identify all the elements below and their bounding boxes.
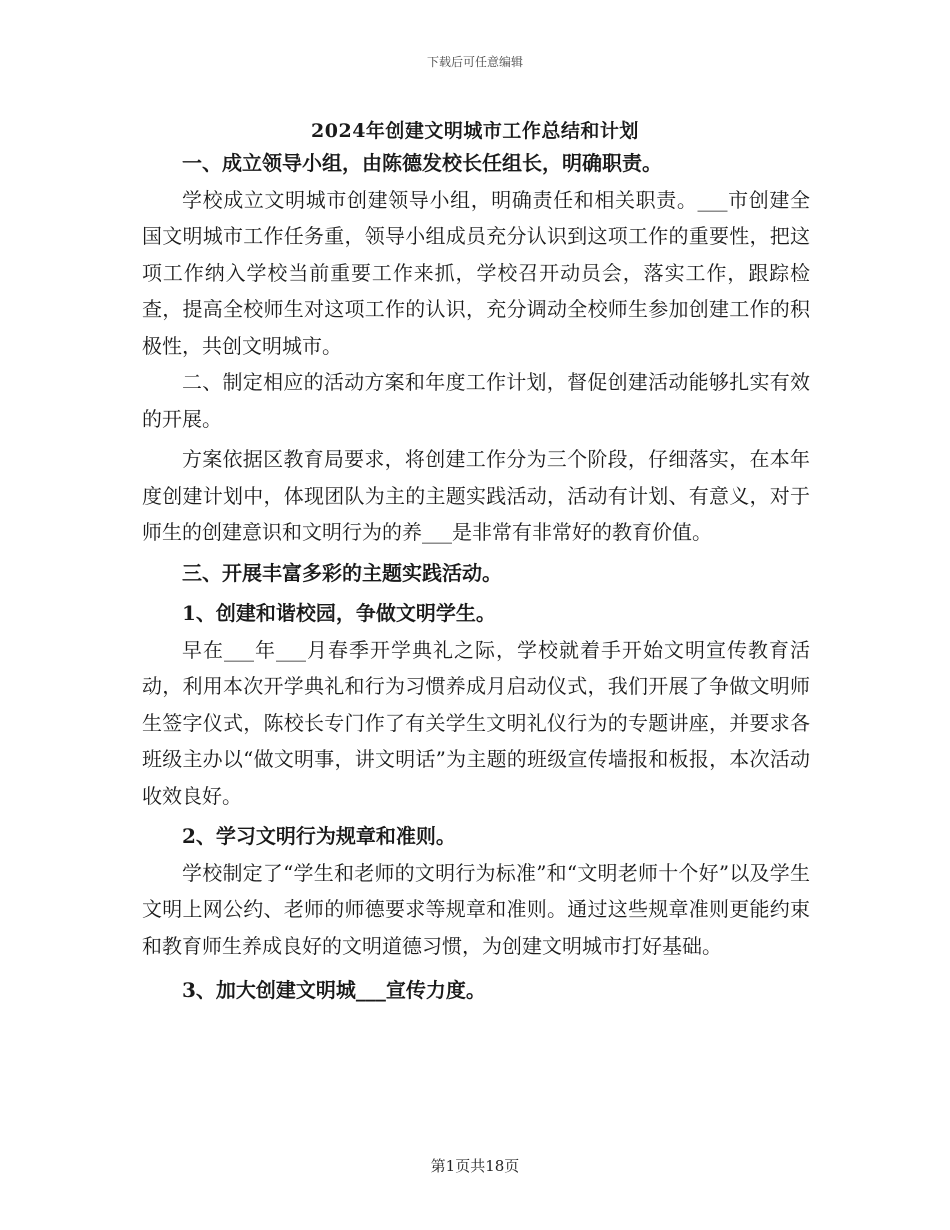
paragraph-3: 方案依据区教育局要求，将创建工作分为三个阶段，仔细落实，在本年度创建计划中，体现团队为主的主题实践活动，活动有计划、有意义，对于师生的创建意识和文明行为的养___是非常有非常好的教育价值。 <box>142 447 810 544</box>
document-body <box>142 145 810 1009</box>
paragraph-5: 学校制定了“学生和老师的文明行为标准”和“文明老师十个好”以及学生文明上网公约、老师的师德要求等规章和准则。通过这些规章准则更能约束和教育师生养成良好的文明道德习惯，为创建文明城市打好基础。 <box>142 860 810 958</box>
section-heading-1: 一、成立领导小组，由陈德发校长任组长，明确职责。 <box>182 151 662 175</box>
header-note: 下载后可任意编辑 <box>426 55 523 69</box>
paragraph-2: 二、制定相应的活动方案和年度工作计划，督促创建活动能够扎实有效的开展。 <box>142 370 810 431</box>
paragraph-1: 学校成立文明城市创建领导小组，明确责任和相关职责。___市创建全国文明城市工作任务重，领导小组成员充分认识到这项工作的重要性，把这项工作纳入学校当前重要工作来抓，学校召开动员会，落实工作，跟踪检查，提高全校师生对这项工作的认识，充分调动全校师生参加创建工作的积极性，共创文明城市。 <box>142 187 810 358</box>
paragraph-4: 早在___年___月春季开学典礼之际，学校就着手开始文明宣传教育活动，利用本次开学典礼和行为习惯养成月启动仪式，我们开展了争做文明师生签字仪式，陈校长专门作了有关学生文明礼仪行为的专题讲座，并要求各班级主办以“做文明事，讲文明话”为主题的班级宣传墙报和板报，本次活动收效良好。 <box>142 637 810 808</box>
page-footer: 第1页共18页 <box>430 1157 520 1175</box>
document-title: 2024年创建文明城市工作总结和计划 <box>311 120 639 142</box>
subsection-heading-1: 1、创建和谐校园，争做文明学生。 <box>182 601 496 625</box>
subsection-heading-3: 3、加大创建文明城___宣传力度。 <box>182 978 486 1002</box>
subsection-heading-2: 2、学习文明行为规章和准则。 <box>182 824 456 848</box>
section-heading-3: 三、开展丰富多彩的主题实践活动。 <box>182 560 502 585</box>
